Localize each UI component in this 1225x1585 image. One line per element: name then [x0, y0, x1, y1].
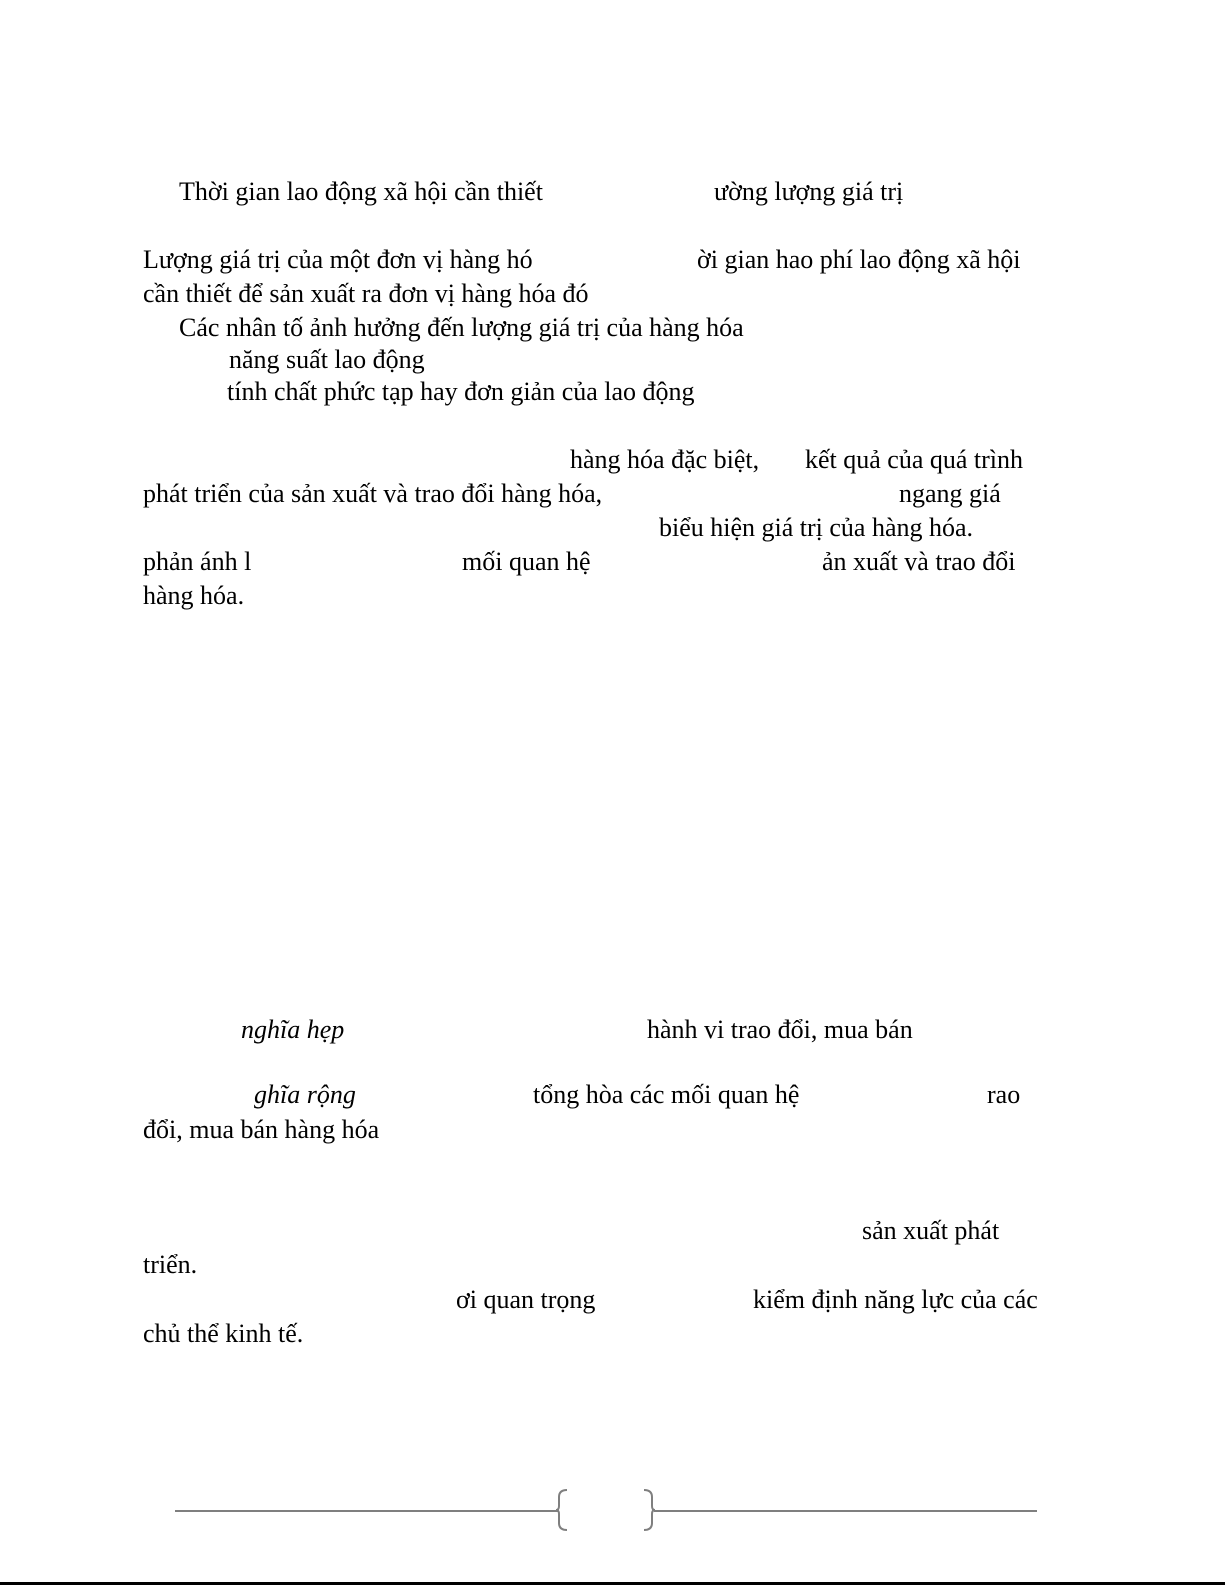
section-3-line3: biểu hiện giá trị của hàng hóa. — [659, 513, 974, 542]
section-3-line1-b: kết quả của quá trình — [805, 445, 1024, 474]
section-5-line3-b: kiểm định năng lực của các — [753, 1285, 1038, 1314]
factor-item-1: năng suất lao động — [229, 345, 425, 374]
footer-rule-right — [654, 1510, 1037, 1512]
footer-bracket-left — [556, 1489, 568, 1531]
broad-definition-c: đổi, mua bán hàng hóa — [143, 1115, 380, 1144]
section-5-line3-a: ơi quan trọng — [456, 1285, 596, 1314]
broad-term: ghĩa rộng — [254, 1080, 356, 1109]
section-3-line1-a: hàng hóa đặc biệt, — [570, 445, 760, 474]
section-5-line1: sản xuất phát — [862, 1216, 1000, 1245]
factor-item-2: tính chất phức tạp hay đơn giản của lao động — [227, 377, 695, 406]
factors-heading: Các nhân tố ảnh hưởng đến lượng giá trị của hàng hóa — [179, 313, 744, 342]
section-3-line4-c: ản xuất và trao đổi — [822, 547, 1016, 576]
section-2-line2: cần thiết để sản xuất ra đơn vị hàng hóa đó — [143, 279, 589, 308]
section-3-line2-b: ngang giá — [899, 479, 1001, 508]
section-2-line1-right: ời gian hao phí lao động xã hội — [697, 245, 1021, 274]
narrow-term: nghĩa hẹp — [241, 1015, 345, 1044]
narrow-definition: hành vi trao đổi, mua bán — [647, 1015, 913, 1044]
section-5-line2: triển. — [143, 1250, 198, 1279]
section-3-line5: hàng hóa. — [143, 581, 245, 610]
footer-rule-left — [175, 1510, 558, 1512]
broad-definition-b: rao — [987, 1080, 1021, 1109]
broad-definition-a: tổng hòa các mối quan hệ — [533, 1080, 800, 1109]
section-2-line1-left: Lượng giá trị của một đơn vị hàng hó — [143, 245, 533, 274]
section-1-heading-left: Thời gian lao động xã hội cần thiết — [179, 177, 543, 206]
section-3-line2-a: phát triển của sản xuất và trao đổi hàng hóa, — [143, 479, 603, 508]
section-1-heading-right: ường lượng giá trị — [714, 177, 904, 206]
section-3-line4-b: mối quan hệ — [462, 547, 591, 576]
section-3-line4-a: phản ánh l — [143, 547, 252, 576]
section-5-line4: chủ thể kinh tế. — [143, 1319, 304, 1348]
